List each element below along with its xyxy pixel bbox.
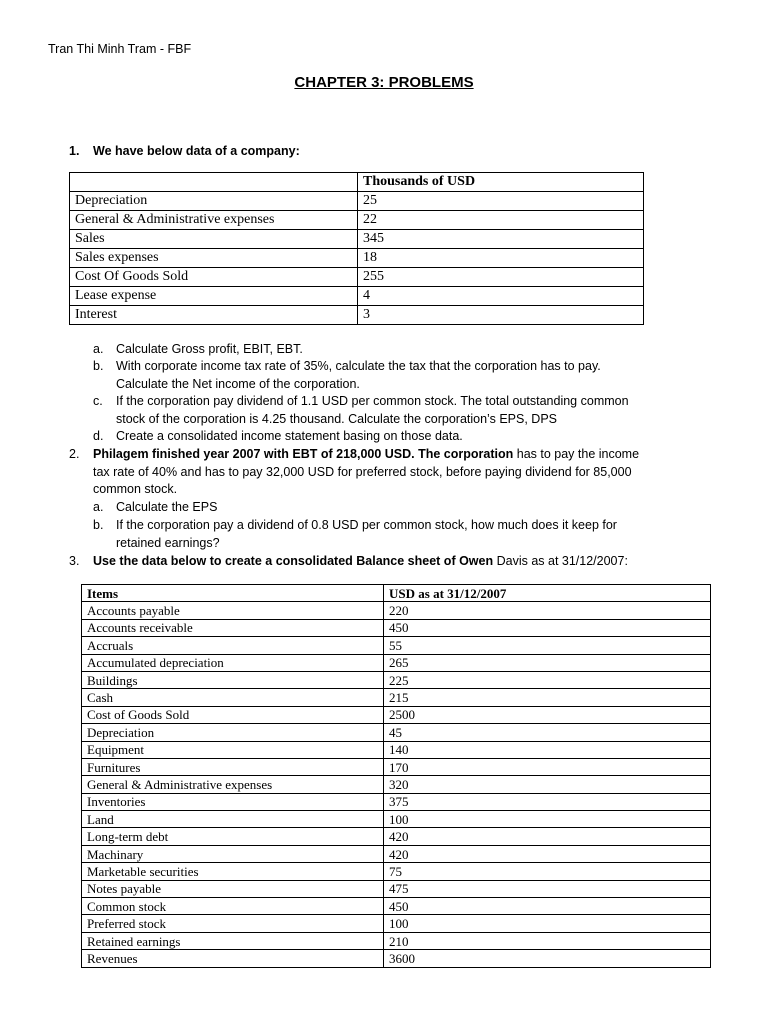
table-cell: Sales (70, 230, 358, 249)
table-cell: Cost of Goods Sold (82, 706, 384, 723)
table-row (70, 306, 644, 325)
table-cell: Interest (70, 306, 358, 325)
table-row (82, 845, 711, 862)
table-cell: Common stock (82, 898, 384, 915)
table-cell: Notes payable (82, 880, 384, 897)
table-cell: 3 (358, 306, 644, 325)
sub-question-1a (93, 341, 713, 359)
sub-question-text: Calculate the EPS (116, 500, 218, 514)
table-cell: Accounts receivable (82, 619, 384, 636)
balance-sheet-data-table (81, 584, 711, 968)
table-cell: 140 (384, 741, 711, 758)
table-cell: Accumulated depreciation (82, 654, 384, 671)
table-cell: Buildings (82, 671, 384, 688)
table-cell: 210 (384, 932, 711, 949)
table-cell: 25 (358, 192, 644, 211)
question-number: 2. (69, 447, 80, 461)
table-row (82, 602, 711, 619)
table-cell: 18 (358, 249, 644, 268)
page-title: CHAPTER 3: PROBLEMS (294, 74, 474, 91)
question-text: We have below data of a company: (93, 144, 300, 158)
table-row (82, 880, 711, 897)
question-number: 3. (69, 554, 80, 568)
table-row (82, 863, 711, 880)
sub-question-2b (93, 517, 713, 553)
sub-question-label: b. (93, 518, 104, 532)
table-cell: 22 (358, 211, 644, 230)
table-cell: 450 (384, 898, 711, 915)
table-row (82, 793, 711, 810)
table-cell: 375 (384, 793, 711, 810)
table-cell: 345 (358, 230, 644, 249)
table-cell: 3600 (384, 950, 711, 967)
sub-question-text: stock of the corporation is 4.25 thousand. Calculate the corporation’s EPS, DPS (116, 411, 557, 426)
table-row (70, 211, 644, 230)
table-row (82, 706, 711, 723)
table-cell: Depreciation (70, 192, 358, 211)
table-header-cell (70, 173, 358, 192)
sub-question-label: c. (93, 394, 103, 408)
table-row (82, 724, 711, 741)
question-2 (69, 446, 709, 500)
table-cell: 170 (384, 758, 711, 775)
table-row (82, 776, 711, 793)
table-cell: Retained earnings (82, 932, 384, 949)
table-cell: 420 (384, 845, 711, 862)
table-cell: 100 (384, 915, 711, 932)
table-cell: 2500 (384, 706, 711, 723)
table-row (82, 637, 711, 654)
question-3 (69, 553, 729, 571)
question-text: common stock. (93, 482, 178, 496)
document-author: Tran Thi Minh Tram - FBF (48, 42, 192, 56)
sub-question-1d (93, 428, 713, 446)
table-row (82, 654, 711, 671)
table-cell: Preferred stock (82, 915, 384, 932)
table-row (82, 915, 711, 932)
table-cell: 265 (384, 654, 711, 671)
table-cell: Cash (82, 689, 384, 706)
table-row (70, 230, 644, 249)
sub-question-2a (93, 499, 713, 517)
table-cell: 420 (384, 828, 711, 845)
table-cell: General & Administrative expenses (70, 211, 358, 230)
table-header-cell: Thousands of USD (358, 173, 644, 192)
table-row (82, 811, 711, 828)
table-cell: 225 (384, 671, 711, 688)
sub-question-1c (93, 393, 713, 429)
question-text: Davis as at 31/12/2007: (493, 554, 628, 568)
table-cell: Inventories (82, 793, 384, 810)
table-cell: 215 (384, 689, 711, 706)
table-row (70, 268, 644, 287)
table-row (70, 249, 644, 268)
table-row (82, 898, 711, 915)
table-cell: 220 (384, 602, 711, 619)
sub-question-label: a. (93, 342, 104, 356)
table-row (82, 689, 711, 706)
table-cell: Accruals (82, 637, 384, 654)
sub-question-text: With corporate income tax rate of 35%, calculate the tax that the corporation has to pay. (116, 359, 601, 373)
sub-question-text: Calculate the Net income of the corporation. (116, 376, 360, 391)
table-cell: 4 (358, 287, 644, 306)
table-cell: Marketable securities (82, 863, 384, 880)
table-cell: Machinary (82, 845, 384, 862)
table-cell: 100 (384, 811, 711, 828)
table-row (82, 950, 711, 967)
table-row (82, 828, 711, 845)
table-cell: Lease expense (70, 287, 358, 306)
sub-question-label: b. (93, 359, 104, 373)
sub-question-text: Calculate Gross profit, EBIT, EBT. (116, 342, 303, 356)
table-header-row (82, 585, 711, 602)
table-row (82, 619, 711, 636)
table-row (82, 932, 711, 949)
table-cell: Depreciation (82, 724, 384, 741)
company-data-table (69, 172, 644, 325)
table-header-cell: Items (82, 585, 384, 602)
sub-question-label: d. (93, 429, 104, 443)
table-cell: Furnitures (82, 758, 384, 775)
table-cell: Equipment (82, 741, 384, 758)
table-row (82, 758, 711, 775)
table-cell: 75 (384, 863, 711, 880)
table-row (70, 192, 644, 211)
table-cell: 55 (384, 637, 711, 654)
table-header-cell: USD as at 31/12/2007 (384, 585, 711, 602)
sub-question-label: a. (93, 500, 104, 514)
table-cell: 255 (358, 268, 644, 287)
sub-question-text: If the corporation pay a dividend of 0.8 USD per common stock, how much does it keep for (116, 518, 617, 532)
table-cell: 450 (384, 619, 711, 636)
table-row (82, 671, 711, 688)
table-cell: Long-term debt (82, 828, 384, 845)
sub-question-text: retained earnings? (116, 535, 220, 550)
question-text: has to pay the income (513, 447, 640, 461)
table-cell: Cost Of Goods Sold (70, 268, 358, 287)
table-header-row (70, 173, 644, 192)
table-cell: 475 (384, 880, 711, 897)
table-cell: General & Administrative expenses (82, 776, 384, 793)
question-text-bold: Philagem finished year 2007 with EBT of 218,000 USD. The corporation (93, 447, 514, 461)
sub-question-1b (93, 358, 713, 394)
table-cell: Revenues (82, 950, 384, 967)
question-text: tax rate of 40% and has to pay 32,000 USD for preferred stock, before paying dividend for 85,000 (93, 464, 632, 479)
table-cell: 320 (384, 776, 711, 793)
sub-question-text: If the corporation pay dividend of 1.1 USD per common stock. The total outstanding common (116, 394, 629, 408)
question-number: 1. (69, 144, 80, 158)
table-row (82, 741, 711, 758)
table-cell: Accounts payable (82, 602, 384, 619)
table-cell: Land (82, 811, 384, 828)
sub-question-text: Create a consolidated income statement basing on those data. (116, 429, 463, 443)
table-row (70, 287, 644, 306)
table-cell: 45 (384, 724, 711, 741)
question-text-bold: Use the data below to create a consolidated Balance sheet of Owen (93, 554, 494, 568)
table-cell: Sales expenses (70, 249, 358, 268)
